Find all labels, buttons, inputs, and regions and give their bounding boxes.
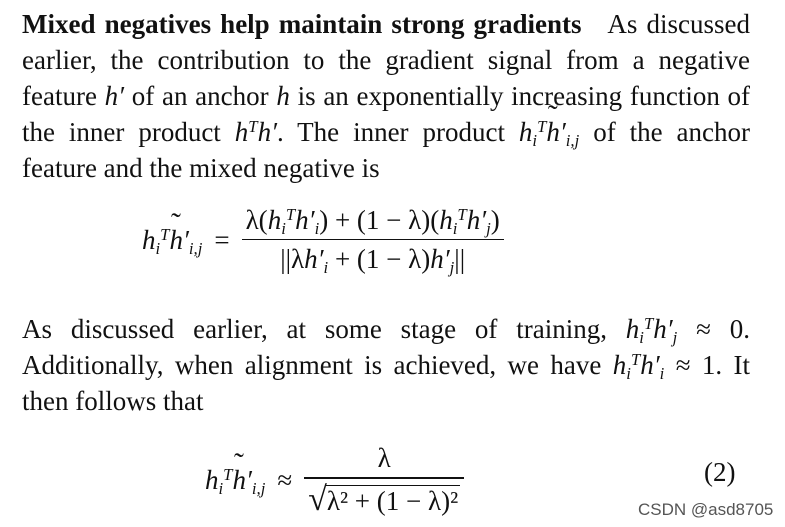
eq2-denominator	[304, 479, 464, 517]
eq2-approx: ≈	[277, 464, 293, 495]
watermark: CSDN @asd8705	[638, 500, 774, 519]
equation-1	[142, 198, 504, 282]
paragraph-text: of an anchor	[131, 81, 269, 111]
eq1-fraction	[242, 205, 504, 276]
sqrt	[308, 480, 460, 518]
sqrt-icon: √	[308, 480, 327, 518]
paragraph-heading: Mixed negatives help maintain strong gradients	[22, 9, 582, 39]
eq2-fraction	[304, 443, 464, 517]
eq2-numerator: λ	[377, 443, 391, 474]
math-hi-hi: $h_i^Th'_i$	[612, 349, 665, 384]
eq1-denominator: $||\lambda h'_i + (1 - \lambda)h'_j||$	[280, 244, 466, 278]
equation-number: (2)	[704, 457, 736, 487]
math-h: h	[276, 81, 290, 111]
paragraph-gradients	[22, 6, 750, 186]
eq1-lhs: $h_i^T˜$ $h'_{i,j}$	[142, 225, 202, 256]
math-hi-hj: $h_i^Th'_j$	[625, 313, 678, 348]
paragraph-alignment	[22, 311, 750, 419]
paragraph-text: As discussed earlier, at some stage of training,	[22, 314, 607, 344]
paragraph-text: is an exponentially increasing function of the inner product	[22, 81, 751, 147]
sqrt-radicand: λ² + (1 − λ)²	[326, 485, 459, 516]
paragraph-text: . The inner product	[276, 117, 505, 147]
paragraph-text: Additionally, when alignment is achieved, we have	[22, 350, 602, 380]
eq2-lhs: $h_i^T˜$ $h'_{i,j}$	[205, 465, 265, 496]
math-inner-product: $h^Th'$	[234, 116, 277, 147]
eq1-equals: =	[214, 224, 230, 255]
equation-2	[205, 440, 464, 520]
paragraph-text: of the anchor feature and the mixed negative is	[22, 117, 751, 183]
paragraph-text: As discussed earlier, the contribution to the gradient signal from a negative feature	[22, 9, 751, 111]
math-h-prime: h′	[104, 81, 125, 111]
paragraph-text: ≈ 0.	[696, 314, 751, 344]
math-mixed-inner-product: $h_i^T˜$ $h'_{i,j}$	[519, 117, 579, 147]
eq1-numerator: $\lambda(h_i^Th'_i) + (1 - \lambda)(h_i^Th'_j)$	[245, 204, 500, 238]
paragraph-text: ≈ 1. It then follows that	[22, 350, 751, 416]
